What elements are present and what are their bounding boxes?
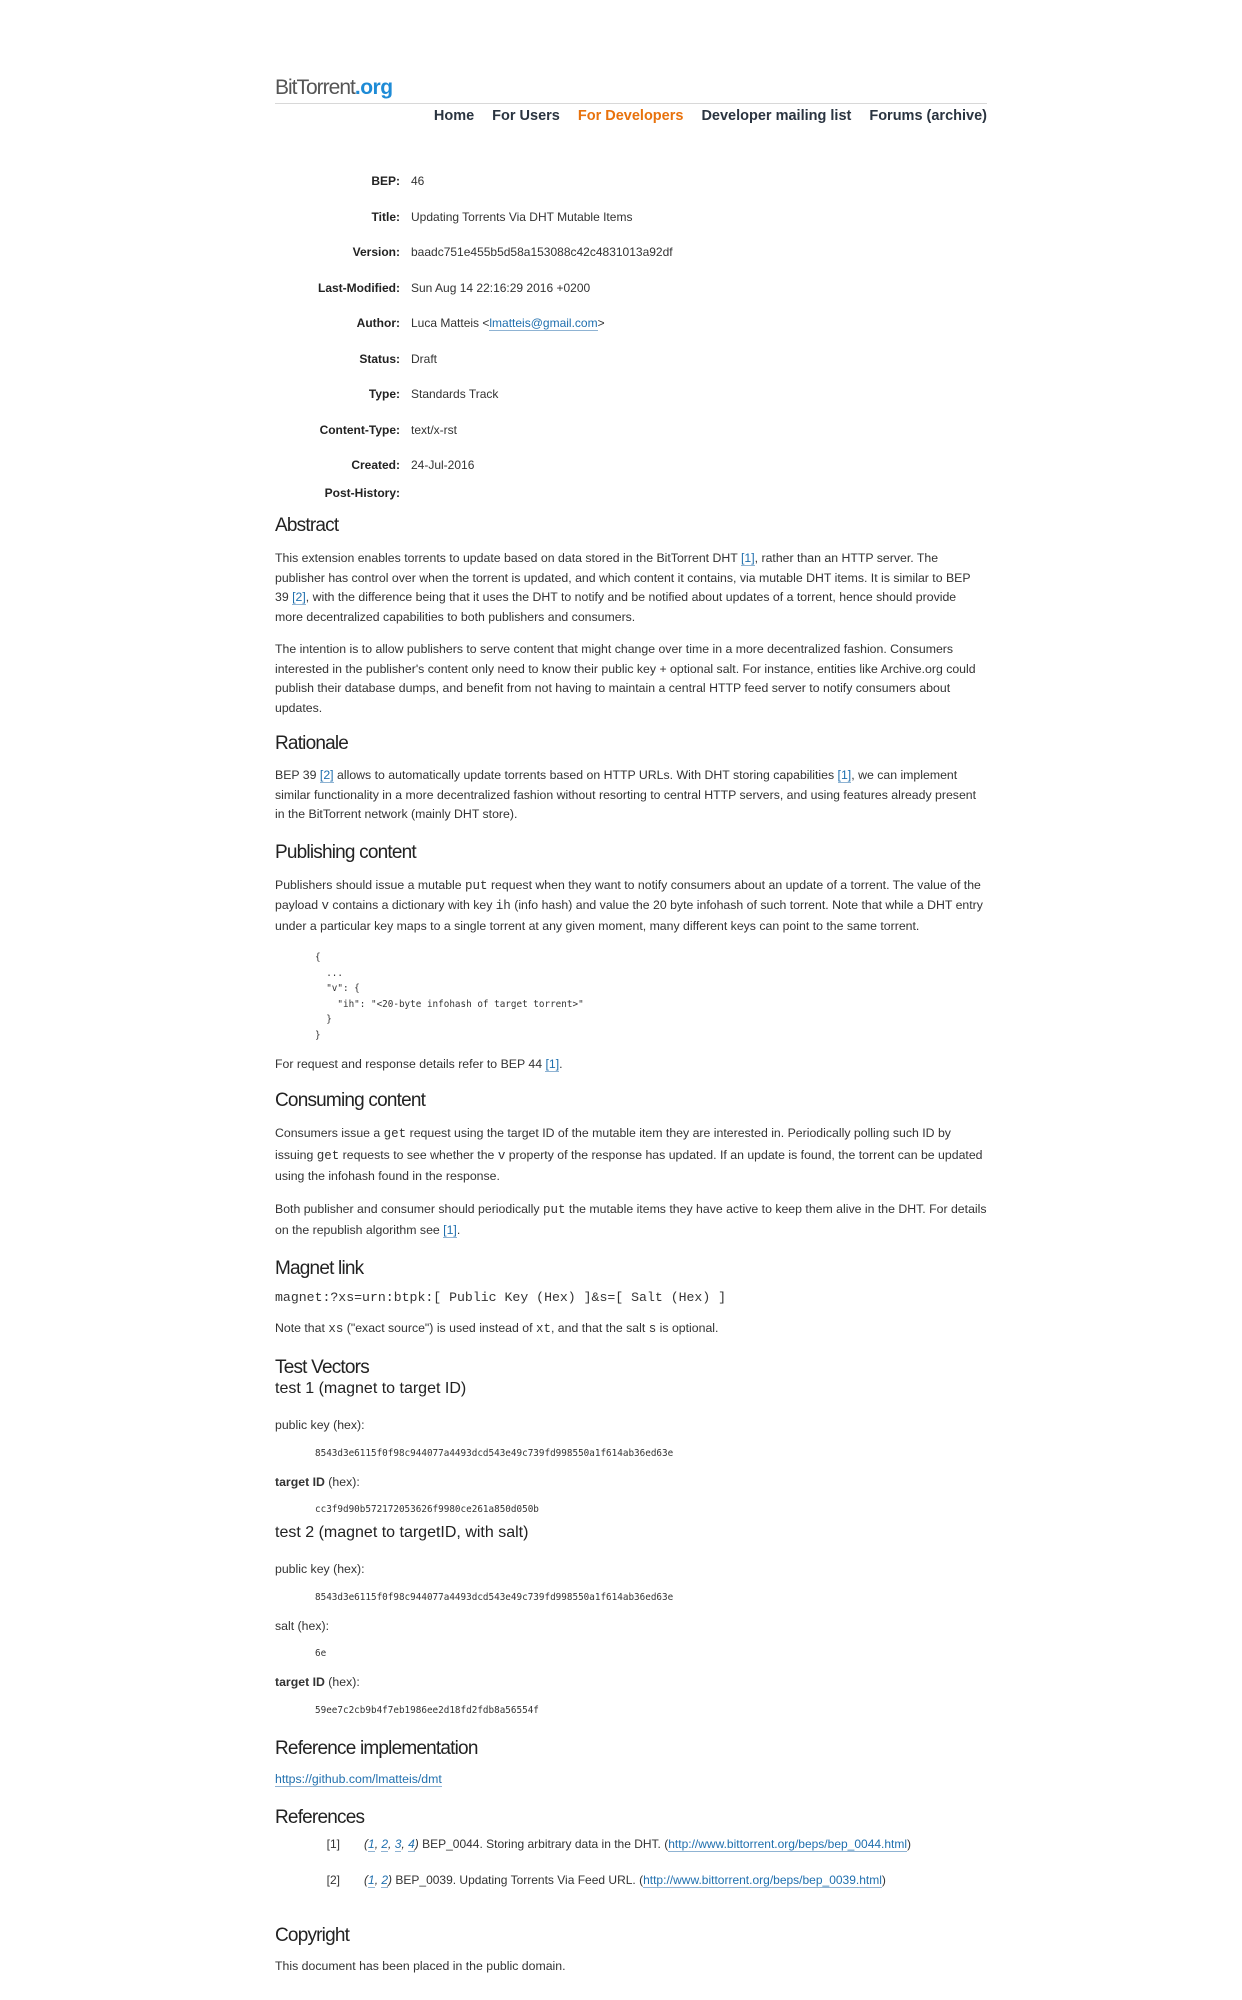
logo-tld: .org (354, 76, 393, 99)
field-label: Created: (351, 458, 400, 472)
field-label: Type: (368, 387, 400, 401)
logo-main: BitTorrent (275, 76, 355, 99)
abstract-paragraph-2: The intention is to allow publishers to serve content that might change over time in a more decentralized fashion. Consumers interested in the publisher's content only need to know their public key + optional salt. For instance, entities like Archive.org could publish their database dumps, and benefit from not having to maintain a central HTTP feed server to notify consumers about updates. (275, 642, 976, 715)
field-label: Content-Type: (319, 422, 400, 437)
reference-number: [2] (326, 1872, 340, 1887)
test2-salt-value: 6e (315, 1648, 327, 1660)
field-type (275, 387, 987, 423)
reference-url-link[interactable]: http://www.bittorrent.org/beps/bep_0039.html (643, 1872, 882, 1887)
reference-url-link[interactable]: http://www.bittorrent.org/beps/bep_0044.html (668, 1837, 908, 1852)
field-version (275, 245, 987, 281)
field-last-modified (275, 281, 987, 317)
field-created (275, 458, 987, 486)
nav-forums-archive[interactable]: Forums (archive) (869, 108, 987, 124)
field-value: Standards Track (411, 387, 499, 401)
field-value: Draft (411, 351, 438, 366)
copyright-text: This document has been placed in the public domain. (275, 1959, 566, 1974)
test2-salt-label: salt (hex): (275, 1618, 329, 1633)
consuming-paragraph-1: Consumers issue a get request using the target ID of the mutable item they are interested in. Periodically polling such ID by issuing get requests to see whether the v property of the response has updated. If an update is found, the torrent can be updated using the infohash found in the response. (275, 1126, 983, 1184)
rationale-paragraph: BEP 39 [2] allows to automatically update torrents based on HTTP URLs. With DHT storing capabilities [1], we can implement similar functionality in a more decentralized fashion without resorting to central HTTP servers, and using features already present in the BitTorrent network (mainly DHT store). (275, 768, 977, 821)
test2-target-id-label: target ID (hex): (275, 1675, 360, 1690)
field-label: Post-History: (324, 486, 400, 500)
author-name: Luca Matteis < (411, 316, 490, 330)
heading-rationale: Rationale (275, 733, 349, 754)
reference-implementation-link[interactable]: https://github.com/lmatteis/dmt (275, 1771, 442, 1786)
heading-references: References (275, 1807, 365, 1829)
field-value (411, 316, 605, 330)
field-bep (275, 174, 987, 210)
test1-target-id-value: cc3f9d90b572172053626f9980ce261a850d050b (315, 1504, 539, 1516)
nav-for-users[interactable]: For Users (492, 108, 560, 124)
reference-number: [1] (326, 1837, 340, 1852)
author-suffix: > (597, 316, 605, 330)
field-value: Sun Aug 14 22:16:29 2016 +0200 (411, 280, 591, 295)
heading-publishing-content: Publishing content (275, 841, 416, 863)
field-label: BEP: (371, 174, 400, 188)
reference-text: (1, 2, 3, 4) BEP_0044. Storing arbitrary data in the DHT. (http://www.bittorrent.org/beps/bep_0044.html) (364, 1837, 912, 1852)
field-value: 24-Jul-2016 (411, 458, 475, 472)
heading-copyright: Copyright (275, 1925, 350, 1947)
ref-link-1[interactable]: [1] (443, 1223, 457, 1238)
field-content-type (275, 423, 987, 459)
abstract-paragraph-1: This extension enables torrents to update based on data stored in the BitTorrent DHT [1], rather than an HTTP server. The publisher has control over when the torrent is updated, and which content it contains, via mutable DHT items. It is similar to BEP 39 [2], with the difference being that it uses the DHT to notify and be notified about updates of a torrent, hence should provide more decentralized capabilities to both publishers and consumers. (275, 551, 971, 624)
reference-item (275, 1873, 987, 1909)
magnet-uri: magnet:?xs=urn:btpk:[ Public Key (Hex) ]&s=[ Salt (Hex) ] (275, 1289, 727, 1305)
consuming-paragraph-2: Both publisher and consumer should periodically put the mutable items they have active to keep them alive in the DHT. For details on the republish algorithm see [1]. (275, 1201, 987, 1238)
field-status (275, 352, 987, 388)
heading-test-1: test 1 (magnet to target ID) (275, 1380, 467, 1398)
backref-link[interactable]: 4 (408, 1837, 415, 1852)
site-logo[interactable] (275, 75, 987, 101)
heading-magnet-link: Magnet link (275, 1257, 364, 1279)
field-author (275, 316, 987, 352)
test1-public-key-label: public key (hex): (275, 1418, 365, 1433)
ref-link-1[interactable]: [1] (837, 768, 852, 782)
backref-link[interactable]: 2 (381, 1872, 389, 1887)
backref-link[interactable]: 3 (394, 1837, 402, 1852)
page (275, 0, 987, 1977)
author-email-link[interactable]: lmatteis@gmail.com (489, 316, 598, 330)
ref-link-2[interactable]: [2] (292, 590, 306, 604)
field-post-history (275, 486, 987, 512)
magnet-note: Note that xs ("exact source") is used instead of xt, and that the salt s is optional. (275, 1320, 719, 1336)
reference-item (275, 1837, 987, 1873)
field-label: Last-Modified: (318, 280, 400, 295)
test2-public-key-value: 8543d3e6115f0f98c944077a4493dcd543e49c739fd998550a1f614ab36ed63e (315, 1591, 674, 1603)
test1-public-key-value: 8543d3e6115f0f98c944077a4493dcd543e49c739fd998550a1f614ab36ed63e (315, 1447, 674, 1459)
field-value: Updating Torrents Via DHT Mutable Items (411, 209, 633, 224)
references-list (275, 1837, 987, 1908)
publishing-after-paragraph: For request and response details refer to BEP 44 [1]. (275, 1056, 563, 1071)
ref-link-2[interactable]: [2] (319, 768, 334, 782)
ref-link-1[interactable]: [1] (740, 551, 755, 565)
field-value: baadc751e455b5d58a153088c42c4831013a92df (411, 245, 673, 259)
backref-link[interactable]: 1 (368, 1872, 375, 1887)
heading-test-vectors: Test Vectors (275, 1357, 369, 1379)
test2-public-key-label: public key (hex): (275, 1562, 365, 1577)
header-divider (275, 103, 987, 104)
backref-link[interactable]: 2 (381, 1837, 389, 1852)
bep-field-list (275, 174, 987, 512)
test2-target-id-value: 59ee7c2cb9b4f7eb1986ee2d18fd2fdb8a56554f (315, 1704, 539, 1716)
publishing-paragraph: Publishers should issue a mutable put request when they want to notify consumers about an update of a torrent. The value of the payload v contains a dictionary with key ih (info hash) and value the 20 byte infohash of such torrent. Note that while a DHT entry under a particular key maps to a single torrent at any given moment, many different keys can point to the same torrent. (275, 877, 983, 933)
heading-abstract: Abstract (275, 515, 339, 536)
field-label: Author: (356, 316, 400, 330)
field-value: 46 (411, 174, 425, 188)
backref-link[interactable]: 1 (368, 1837, 375, 1852)
heading-test-2: test 2 (magnet to targetID, with salt) (275, 1524, 529, 1542)
ref-link-1[interactable]: [1] (545, 1056, 560, 1071)
field-value: text/x-rst (411, 422, 458, 437)
nav-for-developers[interactable]: For Developers (577, 108, 684, 124)
nav-home[interactable]: Home (433, 108, 475, 124)
reference-implementation-paragraph (275, 1770, 987, 1790)
field-label: Status: (359, 351, 400, 366)
test1-target-id-label: target ID (hex): (275, 1474, 360, 1489)
heading-consuming-content: Consuming content (275, 1090, 426, 1112)
main-nav (275, 108, 987, 124)
reference-text: (1, 2) BEP_0039. Updating Torrents Via Feed URL. (http://www.bittorrent.org/beps/bep_0039.html) (364, 1872, 886, 1887)
field-title (275, 210, 987, 246)
nav-developer-mailing-list[interactable]: Developer mailing list (701, 108, 852, 124)
payload-code-block: { ... "v": { "ih": "<20-byte infohash of target torrent>" } } (315, 952, 584, 1041)
field-label: Title: (371, 209, 400, 224)
field-label: Version: (352, 245, 400, 259)
heading-reference-implementation: Reference implementation (275, 1737, 478, 1759)
